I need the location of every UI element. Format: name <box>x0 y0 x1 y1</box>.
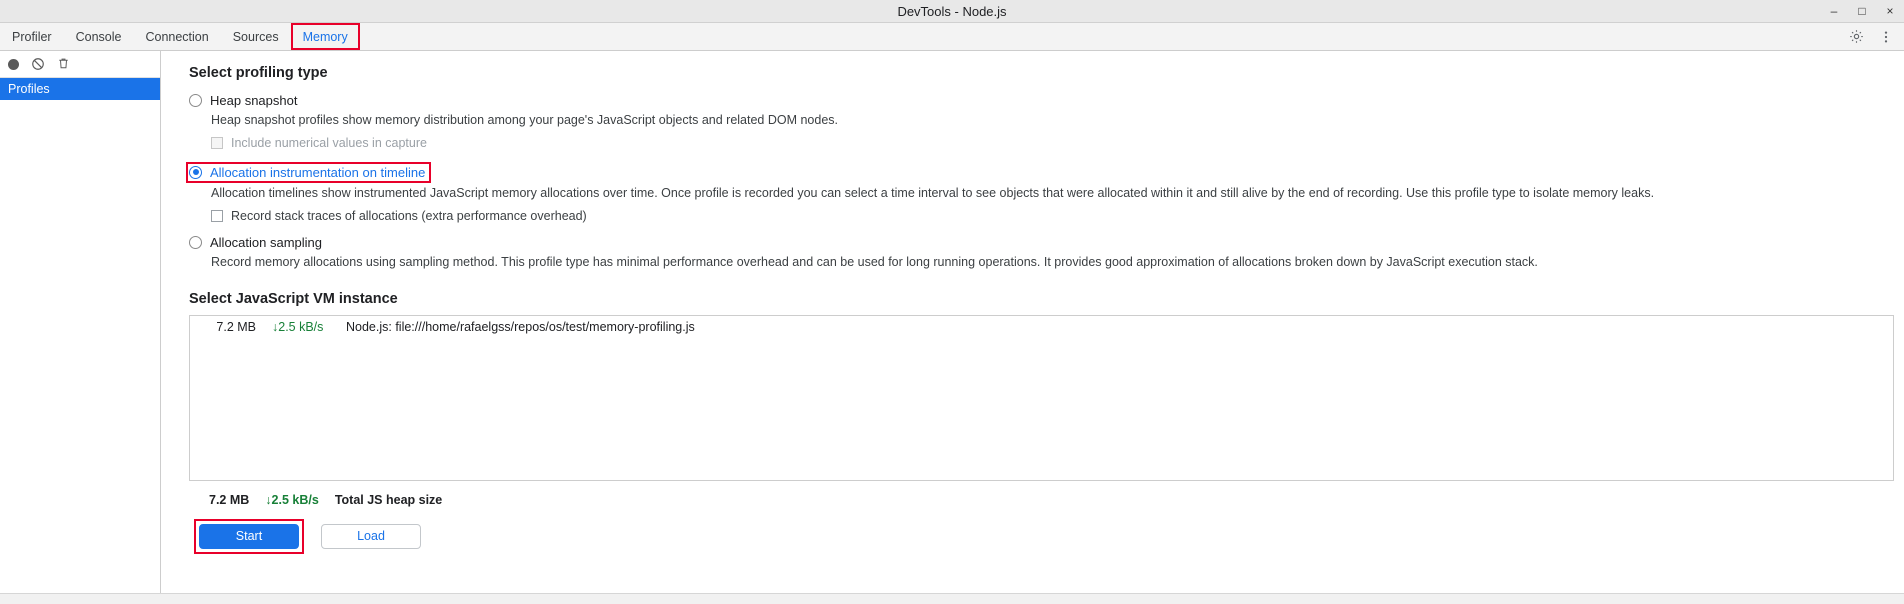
close-button[interactable]: × <box>1886 4 1894 18</box>
tab-sources[interactable] <box>221 23 291 50</box>
sidebar-item-profiles[interactable] <box>0 78 160 100</box>
tab-memory-label: Memory <box>302 29 348 44</box>
devtools-body <box>0 51 1904 604</box>
ban-clear-icon[interactable] <box>31 57 45 71</box>
radio-heap-snapshot[interactable] <box>189 94 202 107</box>
checkbox-record-stack-traces-label: Record stack traces of allocations (extra performance overhead) <box>231 208 587 223</box>
memory-panel <box>161 51 1904 604</box>
option-allocation-instrumentation-description: Allocation timelines show instrumented JavaScript memory allocations over time. Once profile is recorded you can select a time interval to see objects that were allocated within it and still alive by the end of recording. Use this profile type to isolate memory leaks. <box>211 185 1655 200</box>
maximize-button[interactable]: □ <box>1858 4 1866 18</box>
trash-icon[interactable] <box>57 57 71 71</box>
title-bar <box>0 0 1904 23</box>
checkbox-include-numerical-values-label: Include numerical values in capture <box>231 135 427 150</box>
checkbox-record-stack-traces[interactable] <box>211 210 223 222</box>
checkbox-include-numerical-values-row[interactable] <box>211 136 1904 150</box>
window-title: DevTools - Node.js <box>897 3 1007 19</box>
start-button-wrapper <box>195 520 303 553</box>
kebab-menu-icon[interactable] <box>1878 29 1894 45</box>
option-heap-snapshot-row[interactable] <box>189 93 1904 108</box>
option-allocation-sampling[interactable] <box>189 235 1904 271</box>
option-allocation-sampling-description: Record memory allocations using sampling method. This profile type has minimal performance overhead and can be used for long running operations. It provides good approximation of allocations broken down by JavaScript execution stack. <box>211 254 1538 269</box>
vm-instance-size: 7.2 MB <box>216 319 256 334</box>
tab-profiler[interactable] <box>0 23 64 50</box>
option-allocation-sampling-label: Allocation sampling <box>210 234 323 250</box>
tab-list <box>0 23 360 50</box>
vm-instance-title: Select JavaScript VM instance <box>189 290 398 307</box>
tabstrip-actions <box>1848 23 1904 50</box>
tab-connection[interactable] <box>133 23 220 50</box>
option-allocation-instrumentation[interactable] <box>189 162 1904 223</box>
radio-allocation-sampling[interactable] <box>189 236 202 249</box>
start-button[interactable]: Start <box>199 524 299 549</box>
sidebar-item-profiles-label: Profiles <box>8 82 50 96</box>
total-heap-label: Total JS heap size <box>334 492 443 507</box>
profiling-type-title: Select profiling type <box>189 65 328 81</box>
tab-profiler-label: Profiler <box>12 29 52 44</box>
tab-console-label: Console <box>75 29 122 44</box>
option-heap-snapshot-label: Heap snapshot <box>210 93 298 108</box>
total-heap-size: 7.2 MB <box>209 492 250 507</box>
checkbox-record-stack-traces-row[interactable] <box>211 209 1904 223</box>
load-button-wrapper <box>317 520 425 553</box>
sidebar <box>0 51 161 604</box>
minimize-button[interactable]: – <box>1830 4 1838 18</box>
vm-instance-row[interactable] <box>190 316 1893 338</box>
vm-instance-rate: ↓2.5 kB/s <box>272 319 324 334</box>
record-icon[interactable] <box>8 59 19 70</box>
tab-connection-label: Connection <box>145 29 209 44</box>
window-controls <box>1828 0 1896 22</box>
load-button[interactable]: Load <box>321 524 421 549</box>
option-allocation-instrumentation-row[interactable] <box>186 162 431 183</box>
tab-memory[interactable] <box>291 23 360 50</box>
option-heap-snapshot[interactable] <box>189 93 1904 150</box>
option-heap-snapshot-description: Heap snapshot profiles show memory distribution among your page's JavaScript objects and related DOM nodes. <box>211 113 839 127</box>
radio-allocation-instrumentation[interactable] <box>189 166 202 179</box>
action-buttons <box>195 520 1904 553</box>
vm-instance-list[interactable] <box>189 315 1894 481</box>
vm-instance-name: Node.js: file:///home/rafaelgss/repos/os/test/memory-profiling.js <box>346 319 695 334</box>
tab-sources-label: Sources <box>232 29 279 44</box>
total-heap-rate: ↓2.5 kB/s <box>265 492 319 507</box>
sidebar-toolbar <box>0 51 160 78</box>
tab-console[interactable] <box>64 23 134 50</box>
heap-total-row <box>209 493 1904 507</box>
gear-icon[interactable] <box>1848 29 1864 45</box>
checkbox-include-numerical-values[interactable] <box>211 137 223 149</box>
option-allocation-sampling-row[interactable] <box>189 235 1904 250</box>
option-allocation-instrumentation-label: Allocation instrumentation on timeline <box>210 164 426 180</box>
devtools-tabstrip <box>0 23 1904 51</box>
bottom-status-bar <box>0 593 1904 604</box>
